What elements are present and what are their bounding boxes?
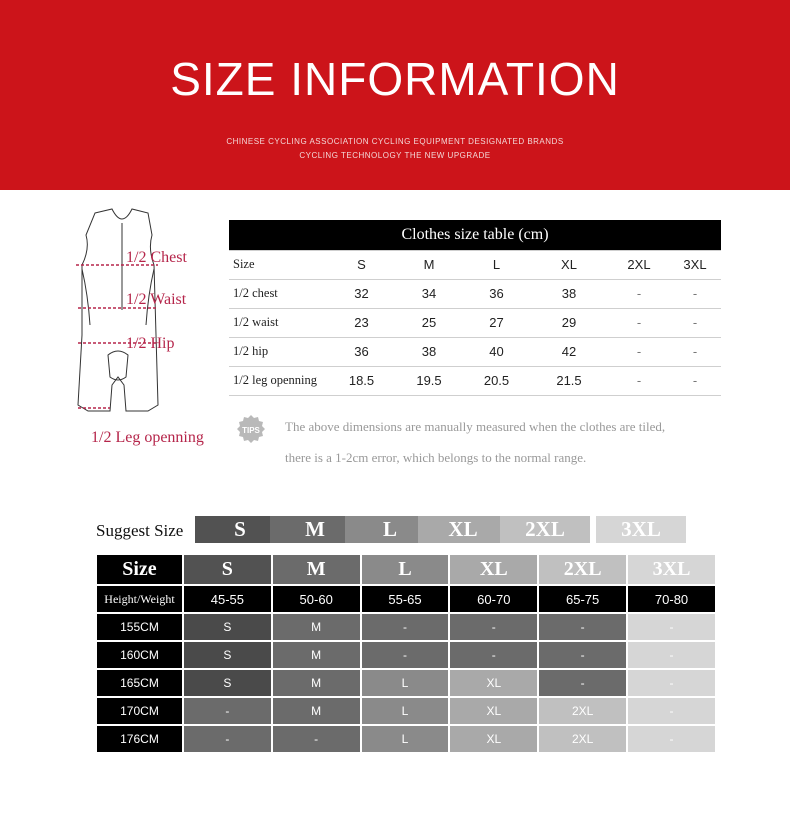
table-cell: - (669, 366, 721, 395)
row-label: 1/2 chest (229, 279, 329, 308)
table-cell: - (609, 308, 669, 337)
size-cell: - (361, 613, 450, 641)
grid-header-cell: 3XL (627, 555, 716, 585)
weight-range-cell: 45-55 (183, 585, 272, 613)
table-cell: 38 (394, 337, 464, 366)
clothes-table-title: Clothes size table (cm) (229, 220, 721, 250)
weight-range-cell: 50-60 (272, 585, 361, 613)
table-cell: 18.5 (329, 366, 394, 395)
tips-badge-text: TIPS (242, 426, 260, 435)
size-cell: 2XL (538, 697, 627, 725)
table-cell: 25 (394, 308, 464, 337)
size-cell: L (361, 669, 450, 697)
grid-header-cell: XL (449, 555, 538, 585)
column-header: L (464, 250, 529, 279)
table-row (97, 725, 716, 753)
size-cell: M (272, 613, 361, 641)
tips-line2: there is a 1-2cm error, which belongs to the normal range. (285, 450, 587, 465)
size-cell: S (183, 613, 272, 641)
suggest-size-3xl: 3XL (596, 516, 686, 543)
table-cell: 42 (529, 337, 609, 366)
size-cell: - (538, 613, 627, 641)
header-banner (0, 0, 790, 190)
table-cell: - (609, 279, 669, 308)
tri-suit-outline-icon (60, 205, 230, 455)
row-label: 1/2 hip (229, 337, 329, 366)
size-recommendation-table (97, 555, 717, 754)
size-cell: - (627, 613, 716, 641)
size-cell: M (272, 697, 361, 725)
size-cell: - (449, 613, 538, 641)
column-header: 2XL (609, 250, 669, 279)
page-title: SIZE INFORMATION (170, 53, 620, 105)
height-weight-row (97, 585, 716, 613)
size-cell: XL (449, 669, 538, 697)
table-row (97, 613, 716, 641)
size-cell: - (183, 725, 272, 753)
size-cell: - (449, 641, 538, 669)
table-cell: - (669, 308, 721, 337)
table-cell: - (669, 337, 721, 366)
table-cell: 34 (394, 279, 464, 308)
weight-range-cell: 55-65 (361, 585, 450, 613)
size-cell: - (627, 669, 716, 697)
table-cell: 36 (329, 337, 394, 366)
table-cell: 19.5 (394, 366, 464, 395)
suggest-size-xl: XL (418, 516, 508, 543)
waist-label: 1/2 Waist (126, 291, 187, 308)
size-cell: M (272, 641, 361, 669)
hip-label: 1/2 Hip (126, 335, 175, 352)
table-cell: 40 (464, 337, 529, 366)
clothes-table-header-row (229, 250, 721, 279)
size-cell: S (183, 641, 272, 669)
table-cell: 38 (529, 279, 609, 308)
size-cell: - (627, 725, 716, 753)
grid-header-row (97, 555, 716, 585)
table-row (229, 337, 721, 366)
size-cell: XL (449, 725, 538, 753)
size-cell: - (361, 641, 450, 669)
height-label: 155CM (97, 613, 183, 641)
suggest-size-label: Suggest Size (96, 521, 184, 540)
table-cell: 21.5 (529, 366, 609, 395)
size-cell: - (627, 641, 716, 669)
grid-header-cell: 2XL (538, 555, 627, 585)
row-label: 1/2 waist (229, 308, 329, 337)
leg-opening-label: 1/2 Leg openning (91, 429, 204, 446)
banner-subtitle-line1: CHINESE CYCLING ASSOCIATION CYCLING EQUIPMENT DESIGNATED BRANDS (226, 137, 564, 146)
column-header: XL (529, 250, 609, 279)
size-cell: L (361, 697, 450, 725)
table-row (229, 279, 721, 308)
row-label: 1/2 leg openning (229, 366, 329, 395)
size-cell: - (538, 669, 627, 697)
size-cell: - (627, 697, 716, 725)
table-row (97, 669, 716, 697)
height-label: 160CM (97, 641, 183, 669)
height-label: 165CM (97, 669, 183, 697)
size-cell: XL (449, 697, 538, 725)
table-cell: - (669, 279, 721, 308)
column-header: S (329, 250, 394, 279)
size-cell: M (272, 669, 361, 697)
table-row (229, 308, 721, 337)
size-cell: - (538, 641, 627, 669)
column-header: 3XL (669, 250, 721, 279)
weight-range-cell: 60-70 (449, 585, 538, 613)
table-cell: 20.5 (464, 366, 529, 395)
banner-subtitle-line2: CYCLING TECHNOLOGY THE NEW UPGRADE (299, 151, 491, 160)
suggest-size-l: L (345, 516, 435, 543)
height-label: 170CM (97, 697, 183, 725)
tips-badge-icon (234, 413, 268, 447)
size-cell: - (272, 725, 361, 753)
height-label: 176CM (97, 725, 183, 753)
suggest-size-m: M (270, 516, 360, 543)
column-header: Size (229, 250, 329, 279)
weight-range-cell: 65-75 (538, 585, 627, 613)
table-cell: 29 (529, 308, 609, 337)
table-cell: - (609, 337, 669, 366)
table-cell: 36 (464, 279, 529, 308)
grid-header-cell: S (183, 555, 272, 585)
height-weight-label: Height/Weight (97, 585, 183, 613)
clothes-size-table (229, 220, 721, 396)
grid-header-cell: Size (97, 555, 183, 585)
grid-header-cell: M (272, 555, 361, 585)
table-cell: 32 (329, 279, 394, 308)
garment-diagram (60, 205, 230, 455)
size-cell: 2XL (538, 725, 627, 753)
weight-range-cell: 70-80 (627, 585, 716, 613)
table-row (97, 697, 716, 725)
table-cell: - (609, 366, 669, 395)
size-cell: - (183, 697, 272, 725)
size-cell: S (183, 669, 272, 697)
column-header: M (394, 250, 464, 279)
table-cell: 23 (329, 308, 394, 337)
table-row (229, 366, 721, 395)
tips-line1: The above dimensions are manually measured when the clothes are tiled, (285, 419, 666, 434)
table-cell: 27 (464, 308, 529, 337)
suggest-size-s: S (195, 516, 285, 543)
grid-header-cell: L (361, 555, 450, 585)
suggest-size-2xl: 2XL (500, 516, 590, 543)
table-row (97, 641, 716, 669)
size-cell: L (361, 725, 450, 753)
chest-label: 1/2 Chest (126, 249, 187, 266)
